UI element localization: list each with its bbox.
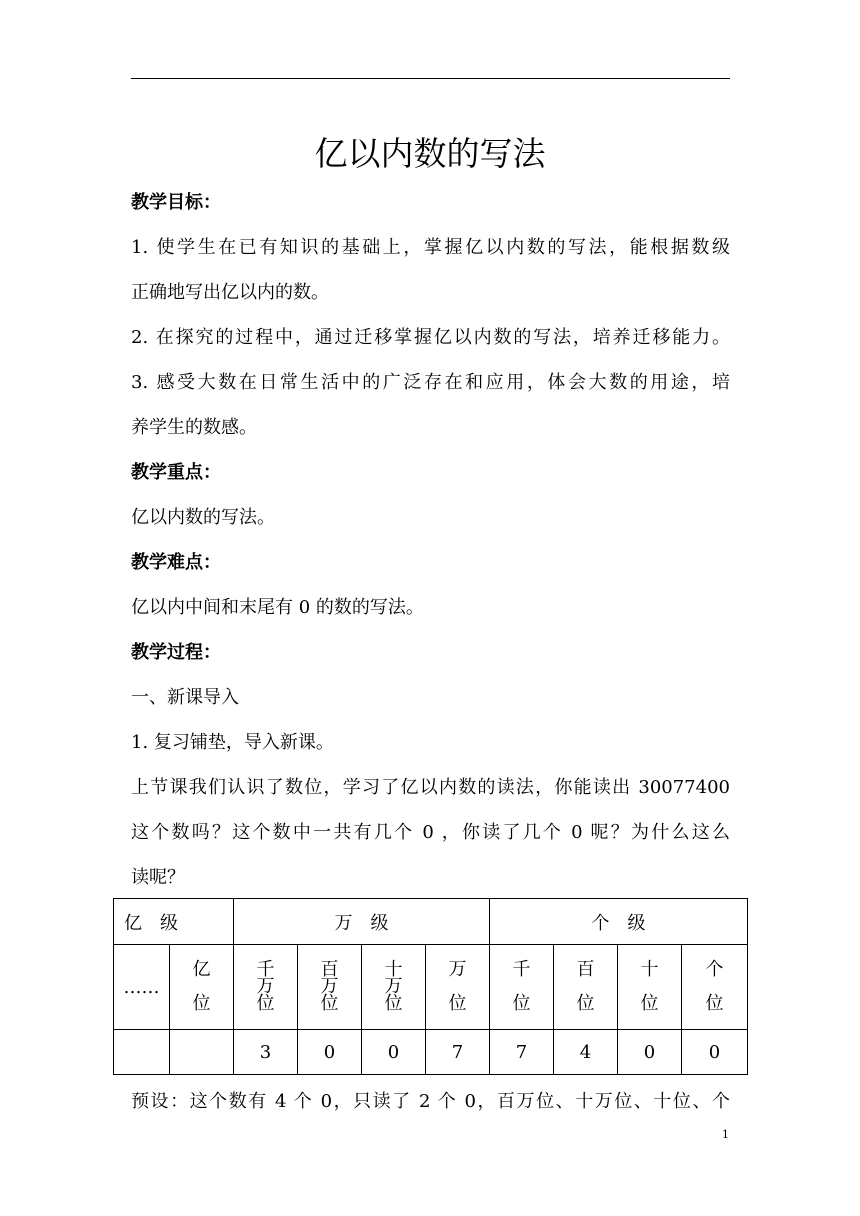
digit-cell: 0 bbox=[682, 1030, 748, 1075]
digit-cell: 3 bbox=[234, 1030, 298, 1075]
step-heading: 1. 复习铺垫，导入新课。 bbox=[131, 732, 334, 753]
objective-line: 1. 使学生在已有知识的基础上，掌握亿以内数的写法，能根据数级 bbox=[131, 237, 730, 258]
objective-line: 2. 在探究的过程中，通过迁移掌握亿以内数的写法，培养迁移能力。 bbox=[131, 327, 730, 348]
process-heading: 教学过程： bbox=[131, 642, 221, 663]
place-label-top: 个 bbox=[705, 959, 724, 980]
place-label-top: 千 bbox=[512, 959, 531, 980]
place-label-top: 百 bbox=[576, 959, 595, 980]
place-ellipsis: …… bbox=[114, 945, 170, 1030]
level-yi: 亿 级 bbox=[114, 899, 234, 945]
difficulty-text: 亿以内中间和末尾有 0 的数的写法。 bbox=[131, 597, 424, 618]
place-qianwan bbox=[234, 945, 298, 1030]
objective-line: 正确地写出亿以内的数。 bbox=[131, 282, 329, 303]
place-shiwan bbox=[362, 945, 426, 1030]
place-value-table bbox=[113, 898, 748, 1075]
paragraph-line: 读呢？ bbox=[131, 867, 185, 888]
objective-line: 3. 感受大数在日常生活中的广泛存在和应用，体会大数的用途，培 bbox=[131, 372, 730, 393]
place-label-top: 十 bbox=[640, 959, 659, 980]
place-label-bottom: 位 bbox=[640, 993, 659, 1014]
place-label: 十万位 bbox=[384, 958, 403, 1014]
digit-cell bbox=[114, 1030, 170, 1075]
difficulty-heading: 教学难点： bbox=[131, 552, 221, 573]
digit-cell: 7 bbox=[426, 1030, 490, 1075]
place-shi bbox=[618, 945, 682, 1030]
paragraph-line: 上节课我们认识了数位，学习了亿以内数的读法，你能读出 30077400 bbox=[131, 777, 730, 798]
page-number: 1 bbox=[722, 1128, 729, 1141]
place-label: 百万位 bbox=[320, 958, 339, 1014]
page-title: 亿以内数的写法 bbox=[314, 134, 546, 173]
objectives-heading: 教学目标： bbox=[131, 192, 221, 213]
place-label-bottom: 位 bbox=[512, 993, 531, 1014]
header-rule bbox=[131, 78, 730, 79]
place-ge bbox=[682, 945, 748, 1030]
key-point-text: 亿以内数的写法。 bbox=[131, 507, 275, 528]
place-label-bottom: 位 bbox=[192, 993, 211, 1014]
place-label-bottom: 位 bbox=[576, 993, 595, 1014]
level-wan: 万 级 bbox=[234, 899, 490, 945]
place-label-bottom: 位 bbox=[448, 993, 467, 1014]
preset-line: 预设：这个数有 4 个 0，只读了 2 个 0，百万位、十万位、十位、个 bbox=[131, 1091, 730, 1112]
paragraph-line: 这个数吗？这个数中一共有几个 0 ，你读了几个 0 呢？为什么这么 bbox=[131, 822, 730, 843]
digit-cell: 0 bbox=[618, 1030, 682, 1075]
place-yi bbox=[170, 945, 234, 1030]
place-qian bbox=[490, 945, 554, 1030]
place-wan bbox=[426, 945, 490, 1030]
key-point-heading: 教学重点： bbox=[131, 462, 221, 483]
section-heading: 一、新课导入 bbox=[131, 687, 239, 708]
level-ge: 个 级 bbox=[490, 899, 748, 945]
place-label-bottom: 位 bbox=[705, 993, 724, 1014]
digit-cell bbox=[170, 1030, 234, 1075]
place-label-top: 亿 bbox=[192, 959, 211, 980]
place-label-top: 万 bbox=[448, 959, 467, 980]
place-bai bbox=[554, 945, 618, 1030]
place-label: 千万位 bbox=[256, 958, 275, 1014]
objective-line: 养学生的数感。 bbox=[131, 417, 257, 438]
digit-cell: 0 bbox=[298, 1030, 362, 1075]
digit-cell: 7 bbox=[490, 1030, 554, 1075]
place-baiwan bbox=[298, 945, 362, 1030]
digit-cell: 4 bbox=[554, 1030, 618, 1075]
digit-cell: 0 bbox=[362, 1030, 426, 1075]
